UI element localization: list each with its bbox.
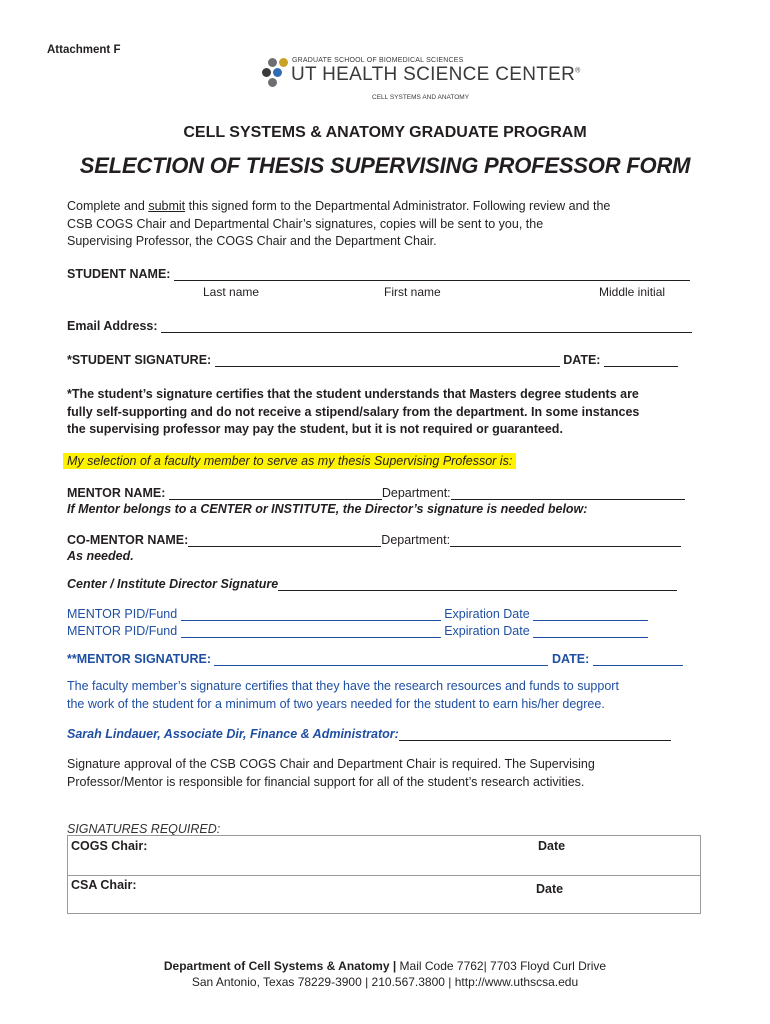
student-signature-label: *STUDENT SIGNATURE: xyxy=(67,353,212,367)
student-certify-note: *The student’s signature certifies that the student understands that Masters degree students are fully self-supporting and do not receive a stipend/salary from the department. In some instances the supervising professor may pay the student, but it is not required or guaranteed. xyxy=(67,387,640,436)
student-signature-row xyxy=(67,352,678,367)
mentor-department-label: Department: xyxy=(381,486,451,500)
expiration-date-field[interactable] xyxy=(533,623,648,638)
mentor-name-label: MENTOR NAME: xyxy=(67,486,166,500)
expiration-date-field[interactable] xyxy=(533,606,648,621)
faculty-certify-note: The faculty member’s signature certifies that they have the research resources and funds to support the work of the student for a minimum of two years needed for the student to earn his/her degree. xyxy=(67,679,619,711)
submit-link: submit xyxy=(148,199,186,213)
director-signature-row xyxy=(67,576,677,591)
mentor-date-field[interactable] xyxy=(593,651,683,666)
signatures-required-heading: SIGNATURES REQUIRED: xyxy=(67,822,221,836)
mentor-department-field[interactable] xyxy=(451,485,685,500)
program-title: CELL SYSTEMS & ANATOMY GRADUATE PROGRAM xyxy=(183,124,587,141)
csa-chair-date-label: Date xyxy=(536,882,564,896)
mentor-signature-row xyxy=(67,651,683,666)
email-label: Email Address: xyxy=(67,319,158,333)
first-name-caption: First name xyxy=(384,285,441,299)
mentor-name-row xyxy=(67,485,685,500)
signatures-table xyxy=(67,835,701,914)
co-mentor-label: CO-MENTOR NAME: xyxy=(67,533,189,547)
pid-fund-row-2 xyxy=(67,623,648,638)
student-name-field[interactable] xyxy=(174,266,690,281)
student-signature-field[interactable] xyxy=(215,352,560,367)
co-mentor-field[interactable] xyxy=(188,532,381,547)
pid-fund-label: MENTOR PID/Fund xyxy=(67,624,178,638)
logo-top-line: GRADUATE SCHOOL OF BIOMEDICAL SCIENCES xyxy=(292,57,464,64)
csa-chair-signature-field[interactable] xyxy=(148,877,528,911)
mentor-signature-label: **MENTOR SIGNATURE: xyxy=(67,652,211,666)
attachment-label: Attachment F xyxy=(47,44,121,56)
cogs-chair-label: COGS Chair: xyxy=(71,839,148,853)
footer xyxy=(0,958,770,990)
pid-fund-label: MENTOR PID/Fund xyxy=(67,607,178,621)
co-mentor-row xyxy=(67,532,681,547)
administrator-row xyxy=(67,726,671,741)
pid-fund-row-1 xyxy=(67,606,648,621)
co-mentor-department-field[interactable] xyxy=(450,532,681,547)
expiration-date-label: Expiration Date xyxy=(444,624,530,638)
director-signature-label: Center / Institute Director Signature xyxy=(67,577,279,591)
logo-main-text: UT HEALTH SCIENCE CENTER® xyxy=(291,64,581,85)
mentor-date-label: DATE: xyxy=(551,652,590,666)
footer-department: Department of Cell Systems & Anatomy | xyxy=(163,959,397,973)
mentor-signature-field[interactable] xyxy=(214,651,548,666)
administrator-label: Sarah Lindauer, Associate Dir, Finance & Administrator: xyxy=(67,727,399,741)
csa-chair-label: CSA Chair: xyxy=(71,878,137,892)
student-name-row xyxy=(67,266,690,281)
last-name-caption: Last name xyxy=(203,285,260,299)
student-name-label: STUDENT NAME: xyxy=(67,267,171,281)
student-date-field[interactable] xyxy=(604,352,678,367)
pid-fund-field[interactable] xyxy=(181,606,441,621)
footer-address: Mail Code 7762| 7703 Floyd Curl Drive xyxy=(396,959,607,973)
co-mentor-note: As needed. xyxy=(67,549,134,563)
expiration-date-label: Expiration Date xyxy=(444,607,530,621)
approval-note: Signature approval of the CSB COGS Chair and Department Chair is required. The Supervising Professor/Mentor is responsible for financial support for all of the student’s research activities. xyxy=(67,757,595,789)
cogs-chair-signature-field[interactable] xyxy=(148,838,528,872)
mentor-center-note: If Mentor belongs to a CENTER or INSTITUTE, the Director’s signature is needed below: xyxy=(67,502,588,516)
intro-paragraph: Complete and submit this signed form to the Departmental Administrator. Following review and the CSB COGS Chair and Departmental Chair’s signatures, copies will be sent to you, the Supervising Professor, the COGS Chair and the Department Chair. xyxy=(67,199,611,248)
mentor-name-field[interactable] xyxy=(169,485,382,500)
director-signature-field[interactable] xyxy=(278,576,677,591)
hexagon-dots-logo-icon xyxy=(262,58,292,88)
middle-initial-caption: Middle initial xyxy=(599,285,666,299)
co-mentor-department-label: Department: xyxy=(381,533,451,547)
logo-subtitle: CELL SYSTEMS AND ANATOMY xyxy=(372,94,470,101)
cogs-chair-date-label: Date xyxy=(538,839,566,853)
footer-contact: San Antonio, Texas 78229-3900 | 210.567.3800 | http://www.uthscsa.edu xyxy=(191,975,579,989)
student-date-label: DATE: xyxy=(563,353,601,367)
pid-fund-field[interactable] xyxy=(181,623,441,638)
selection-highlight: My selection of a faculty member to serve as my thesis Supervising Professor is: xyxy=(63,453,516,469)
form-title: SELECTION OF THESIS SUPERVISING PROFESSOR FORM xyxy=(79,153,691,178)
administrator-signature-field[interactable] xyxy=(399,726,671,741)
email-row xyxy=(67,318,692,333)
email-field[interactable] xyxy=(161,318,692,333)
